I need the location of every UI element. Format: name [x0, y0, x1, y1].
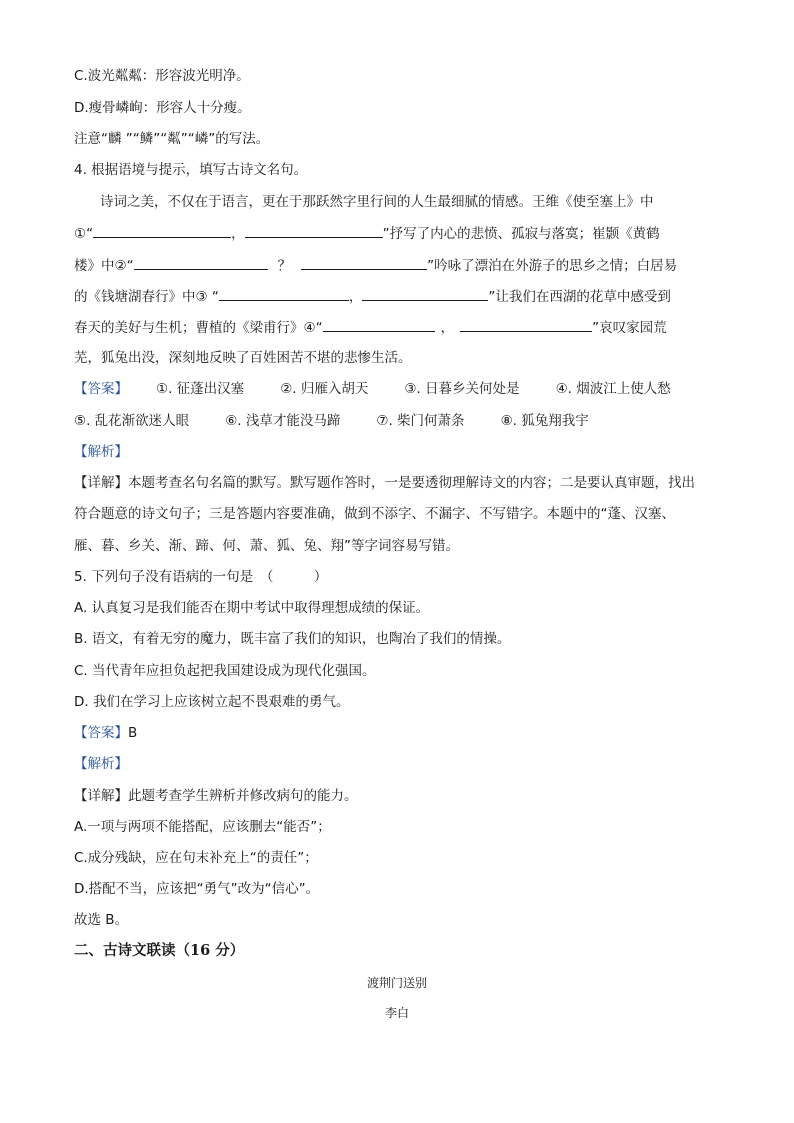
blank-3 [134, 256, 268, 270]
q5-detail-line [74, 787, 358, 805]
option-d-line: D.瘦骨嶙峋：形容人十分瘦。 [74, 100, 251, 116]
poem-title: 渡荆门送别 [366, 976, 427, 990]
q4-line2-prefix: ①“ [74, 226, 94, 242]
blank-4 [301, 256, 427, 270]
blank-6 [362, 287, 488, 301]
q5-analysis-label: 【解析】 [74, 756, 128, 772]
q4-line3-prefix: 楼》中②“ [74, 258, 134, 274]
question-4-line-5 [74, 318, 667, 337]
answer-label: 【答案】 [74, 725, 128, 741]
answer-item: ⑥. 浅草才能没马蹄 [225, 413, 341, 429]
q4-line5-suffix: ”哀叹家园荒 [592, 320, 667, 336]
q4-line5-prefix: 春天的美好与生机；曹植的《梁甫行》④“ [74, 320, 323, 336]
answer-item: ①. 征蓬出汉塞 [156, 381, 245, 397]
q4-answer-row-2 [74, 412, 589, 430]
q5-option-d: D. 我们在学习上应该树立起不畏艰难的勇气。 [74, 694, 350, 710]
q4-line2-separator: ， [231, 226, 245, 242]
q4-line5-separator: ， [440, 320, 455, 336]
q4-detail-line-1 [74, 474, 695, 492]
blank-1 [93, 224, 231, 238]
detail-label: 【详解】 [74, 788, 128, 804]
answer-item: ②. 归雁入胡天 [280, 381, 369, 397]
q4-detail-line-2: 符合题意的诗文句子；三是答题内容要准确，做到不添字、不漏字、不写错字。本题中的“蓬、汉塞、 [74, 506, 675, 522]
q5-option-a: A. 认真复习是我们能否在期中考试中取得理想成绩的保证。 [74, 600, 430, 616]
q5-option-c: C. 当代青年应担负起把我国建设成为现代化强国。 [74, 663, 376, 679]
q5-option-b: B. 语文，有着无穷的魔力，既丰富了我们的知识，也陶冶了我们的情操。 [74, 631, 511, 647]
q4-answer-row-1 [74, 380, 671, 398]
q5-explain-d: D.搭配不当，应该把“勇气”改为“信心”。 [74, 881, 320, 897]
question-4-line-6: 芜，狐兔出没，深刻地反映了百姓困苦不堪的悲惨生活。 [74, 350, 412, 366]
answer-item: ⑦. 柴门何萧条 [376, 413, 465, 429]
q5-answer-line [74, 724, 137, 742]
q4-line2-suffix: ”抒写了内心的悲愤、孤寂与落寞；崔颢《黄鹤 [382, 226, 660, 242]
poem-author: 李白 [384, 1006, 409, 1020]
q4-line3-suffix: ”吟咏了漂泊在外游子的思乡之情；白居易 [427, 258, 678, 274]
q4-analysis-label: 【解析】 [74, 444, 128, 460]
answer-item: ⑤. 乱花渐欲迷人眼 [74, 413, 190, 429]
q4-detail-line-3: 雁、暮、乡关、渐、蹄、何、萧、狐、兔、翔”等字词容易写错。 [74, 538, 459, 554]
note-line: 注意“麟 ”“鳞”“粼”“嶙”的写法。 [74, 131, 270, 147]
question-4-line-2 [74, 224, 660, 243]
q5-explain-a: A.一项与两项不能搭配，应该删去“能否”； [74, 819, 331, 835]
section-2-heading: 二、古诗文联读（16 分） [74, 942, 245, 959]
question-4-line-3 [74, 256, 677, 275]
option-c-line: C.波光粼粼：形容波光明净。 [74, 68, 250, 84]
answer-label: 【答案】 [74, 381, 128, 397]
blank-8 [460, 318, 592, 332]
q4-line4-separator: ， [348, 289, 363, 305]
question-4-paragraph-1: 诗词之美，不仅在于语言，更在于那跃然字里行间的人生最细腻的情感。王维《使至塞上》中 [100, 194, 654, 210]
q4-line4-suffix: ”让我们在西湖的花草中感受到 [488, 289, 671, 305]
blank-2 [245, 224, 383, 238]
detail-text: 此题考查学生辨析并修改病句的能力。 [128, 788, 358, 804]
q5-conclusion: 故选 B。 [74, 912, 129, 928]
detail-label: 【详解】 [74, 475, 128, 491]
question-5-stem: 5. 下列句子没有语病的一句是 （ ） [74, 569, 328, 585]
answer-item: ③. 日暮乡关何处是 [404, 381, 520, 397]
answer-value: B [128, 725, 138, 741]
question-4-line-4 [74, 287, 671, 306]
q4-line3-separator: ？ [277, 258, 292, 274]
answer-item: ⑧. 狐兔翔我宇 [500, 413, 589, 429]
q4-line4-prefix: 的《钱塘湖春行》中③ “ [74, 289, 219, 305]
q5-explain-c: C.成分残缺，应在句末补充上“的责任”； [74, 850, 318, 866]
detail-text: 本题考查名句名篇的默写。默写题作答时，一是要透彻理解诗文的内容；二是要认真审题，找出 [128, 475, 695, 491]
blank-7 [323, 318, 435, 332]
blank-5 [219, 287, 349, 301]
answer-item: ④. 烟波江上使人愁 [555, 381, 671, 397]
question-4-stem: 4. 根据语境与提示，填写古诗文名句。 [74, 162, 308, 178]
